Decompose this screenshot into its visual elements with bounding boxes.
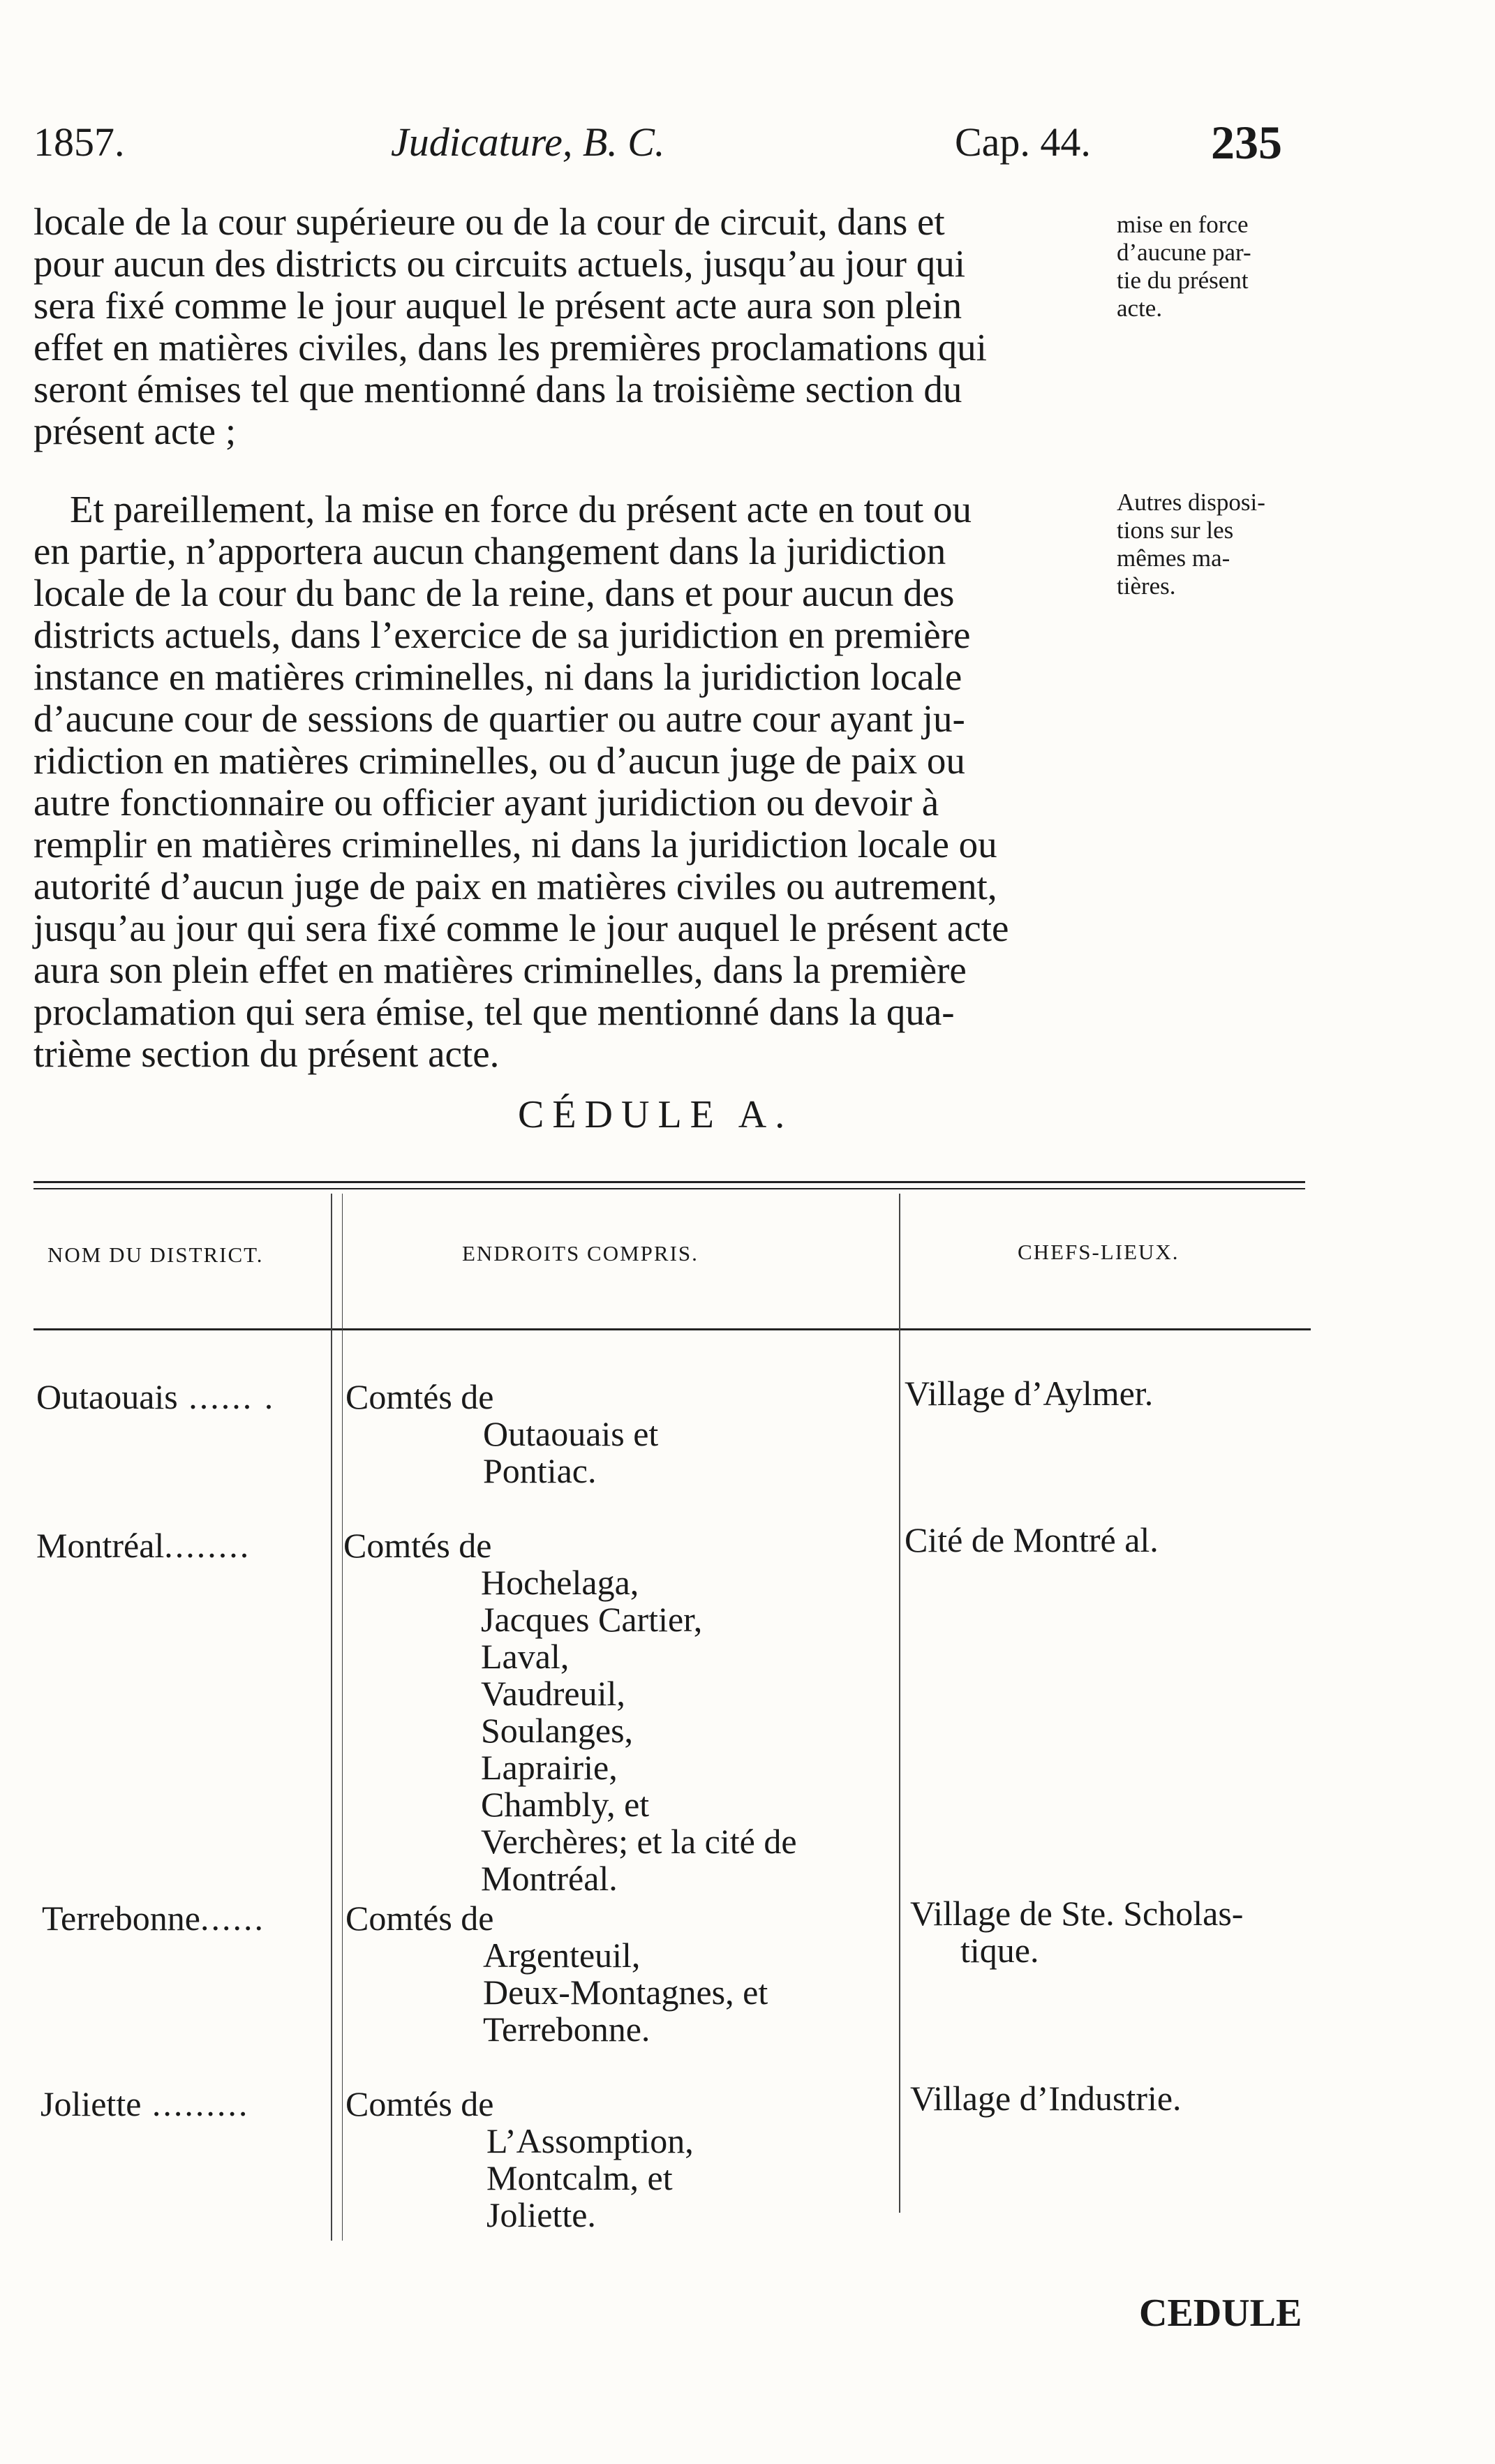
table-row-places: [345, 1900, 768, 2048]
table-row-district: [40, 2086, 249, 2123]
table-row-places: [343, 1527, 797, 1897]
table-row-places: [345, 1379, 658, 1490]
table-row-district: [36, 1379, 275, 1416]
paragraph-2-line: remplir en matières criminelles, ni dans la juridiction locale ou: [34, 823, 997, 866]
place-item: Joliette.: [486, 2195, 596, 2234]
place-item: Argenteuil,: [483, 1936, 641, 1975]
paragraph-1-line: effet en matières civiles, dans les premières proclamations qui: [34, 326, 987, 369]
place-item: Montcalm, et: [486, 2158, 673, 2197]
leader-dots: .........: [141, 2084, 250, 2123]
place-item: Terrebonne.: [483, 2010, 650, 2049]
column-header-district: NOM DU DISTRICT.: [47, 1242, 264, 1267]
chef-lieu-line: Cité de Montré al.: [905, 1520, 1159, 1559]
schedule-title: CÉDULE A.: [518, 1093, 794, 1136]
table-header-rule: [34, 1328, 1311, 1330]
column-divider: [899, 1194, 900, 2213]
paragraph-1-line: locale de la cour supérieure ou de la cour de circuit, dans et: [34, 200, 945, 243]
chef-lieu-line: Village de Ste. Scholas-: [910, 1894, 1244, 1933]
place-item: Vaudreuil,: [481, 1674, 625, 1713]
margin-note-line: mise en force: [1117, 211, 1249, 238]
paragraph-2-line: autre fonctionnaire ou officier ayant juridiction ou devoir à: [34, 781, 939, 824]
table-top-rule: [34, 1181, 1305, 1183]
table-row-district: [36, 1527, 251, 1564]
places-intro: Comtés de: [345, 1899, 494, 1938]
place-item: Laprairie,: [481, 1748, 618, 1787]
column-divider: [342, 1194, 343, 2241]
paragraph-1-line: seront émises tel que mentionné dans la troisième section du: [34, 368, 962, 410]
places-intro: Comtés de: [345, 1377, 494, 1416]
places-intro: Comtés de: [343, 1526, 492, 1565]
place-item: Chambly, et: [481, 1785, 650, 1824]
margin-note-line: acte.: [1117, 295, 1163, 322]
column-divider: [331, 1194, 332, 2241]
paragraph-2-line: autorité d’aucun juge de paix en matières civiles ou autrement,: [34, 865, 997, 907]
paragraph-2-line: jusqu’au jour qui sera fixé comme le jour auquel le présent acte: [34, 907, 1009, 949]
paragraph-1-line: présent acte ;: [34, 410, 237, 452]
paragraph-2-line: districts actuels, dans l’exercice de sa juridiction en première: [34, 614, 971, 656]
place-item: L’Assomption,: [486, 2121, 694, 2160]
margin-note-line: tières.: [1117, 572, 1176, 600]
header-title: Judicature, B. C.: [391, 119, 665, 165]
table-row-chef-lieu: [905, 1375, 1153, 1412]
place-item: Montréal.: [481, 1859, 618, 1898]
table-row-district: [42, 1900, 265, 1937]
table-top-rule: [34, 1188, 1305, 1189]
table-row-places: [345, 2086, 694, 2234]
district-name: Joliette: [40, 2084, 142, 2123]
margin-note-2: [1117, 489, 1265, 600]
paragraph-2: [34, 489, 1108, 1075]
paragraph-1-line: pour aucun des districts ou circuits actuels, jusqu’au jour qui: [34, 242, 965, 285]
place-item: Deux-Montagnes, et: [483, 1973, 768, 2012]
paragraph-2-line: d’aucune cour de sessions de quartier ou autre cour ayant ju-: [34, 697, 965, 740]
place-item: Hochelaga,: [481, 1563, 639, 1602]
margin-note-line: Autres disposi-: [1117, 489, 1265, 516]
paragraph-2-line: proclamation qui sera émise, tel que mentionné dans la qua-: [34, 990, 955, 1033]
paragraph-2-line: Et pareillement, la mise en force du présent acte en tout ou: [70, 488, 972, 530]
margin-note-line: tions sur les: [1117, 517, 1234, 544]
header-chapter: Cap. 44.: [955, 119, 1091, 165]
header-year: 1857.: [34, 119, 125, 165]
margin-note-line: tie du présent: [1117, 267, 1249, 294]
page-number: 235: [1211, 116, 1282, 169]
district-name: Outaouais: [36, 1377, 178, 1416]
place-item: Soulanges,: [481, 1711, 634, 1750]
chef-lieu-line: tique.: [960, 1931, 1039, 1970]
chef-lieu-line: Village d’Industrie.: [910, 2079, 1182, 2118]
paragraph-2-line: trième section du présent acte.: [34, 1032, 500, 1075]
place-item: Verchères; et la cité de: [481, 1822, 797, 1861]
leader-dots: ........: [164, 1526, 251, 1565]
paragraph-2-line: locale de la cour du banc de la reine, dans et pour aucun des: [34, 572, 955, 614]
place-item: Pontiac.: [483, 1451, 597, 1490]
place-item: Jacques Cartier,: [481, 1600, 703, 1639]
chef-lieu-line: Village d’Aylmer.: [905, 1374, 1154, 1413]
paragraph-1-line: sera fixé comme le jour auquel le présent acte aura son plein: [34, 284, 962, 327]
catchword: CEDULE: [1139, 2292, 1302, 2335]
paragraph-2-line: ridiction en matières criminelles, ou d’aucun juge de paix ou: [34, 739, 965, 782]
table-row-chef-lieu: [910, 2080, 1182, 2117]
paragraph-2-line: en partie, n’apportera aucun changement dans la juridiction: [34, 530, 946, 572]
paragraph-1: [34, 201, 1108, 452]
places-intro: Comtés de: [345, 2084, 494, 2123]
leader-dots: ...... .: [177, 1377, 276, 1416]
margin-note-1: [1117, 211, 1251, 322]
margin-note-line: mêmes ma-: [1117, 544, 1230, 572]
table-row-chef-lieu: [910, 1895, 1243, 1969]
place-item: Outaouais et: [483, 1414, 659, 1453]
paragraph-2-line: instance en matières criminelles, ni dans la juridiction locale: [34, 655, 962, 698]
margin-note-line: d’aucune par-: [1117, 239, 1251, 266]
district-name: Terrebonne: [42, 1899, 200, 1938]
leader-dots: ......: [200, 1899, 265, 1938]
table-row-chef-lieu: [905, 1522, 1159, 1559]
place-item: Laval,: [481, 1637, 570, 1676]
column-header-chef-lieu: CHEFS-LIEUX.: [1018, 1240, 1180, 1264]
district-name: Montréal: [36, 1526, 165, 1565]
column-header-places: ENDROITS COMPRIS.: [462, 1241, 699, 1266]
paragraph-2-line: aura son plein effet en matières criminelles, dans la première: [34, 949, 967, 991]
